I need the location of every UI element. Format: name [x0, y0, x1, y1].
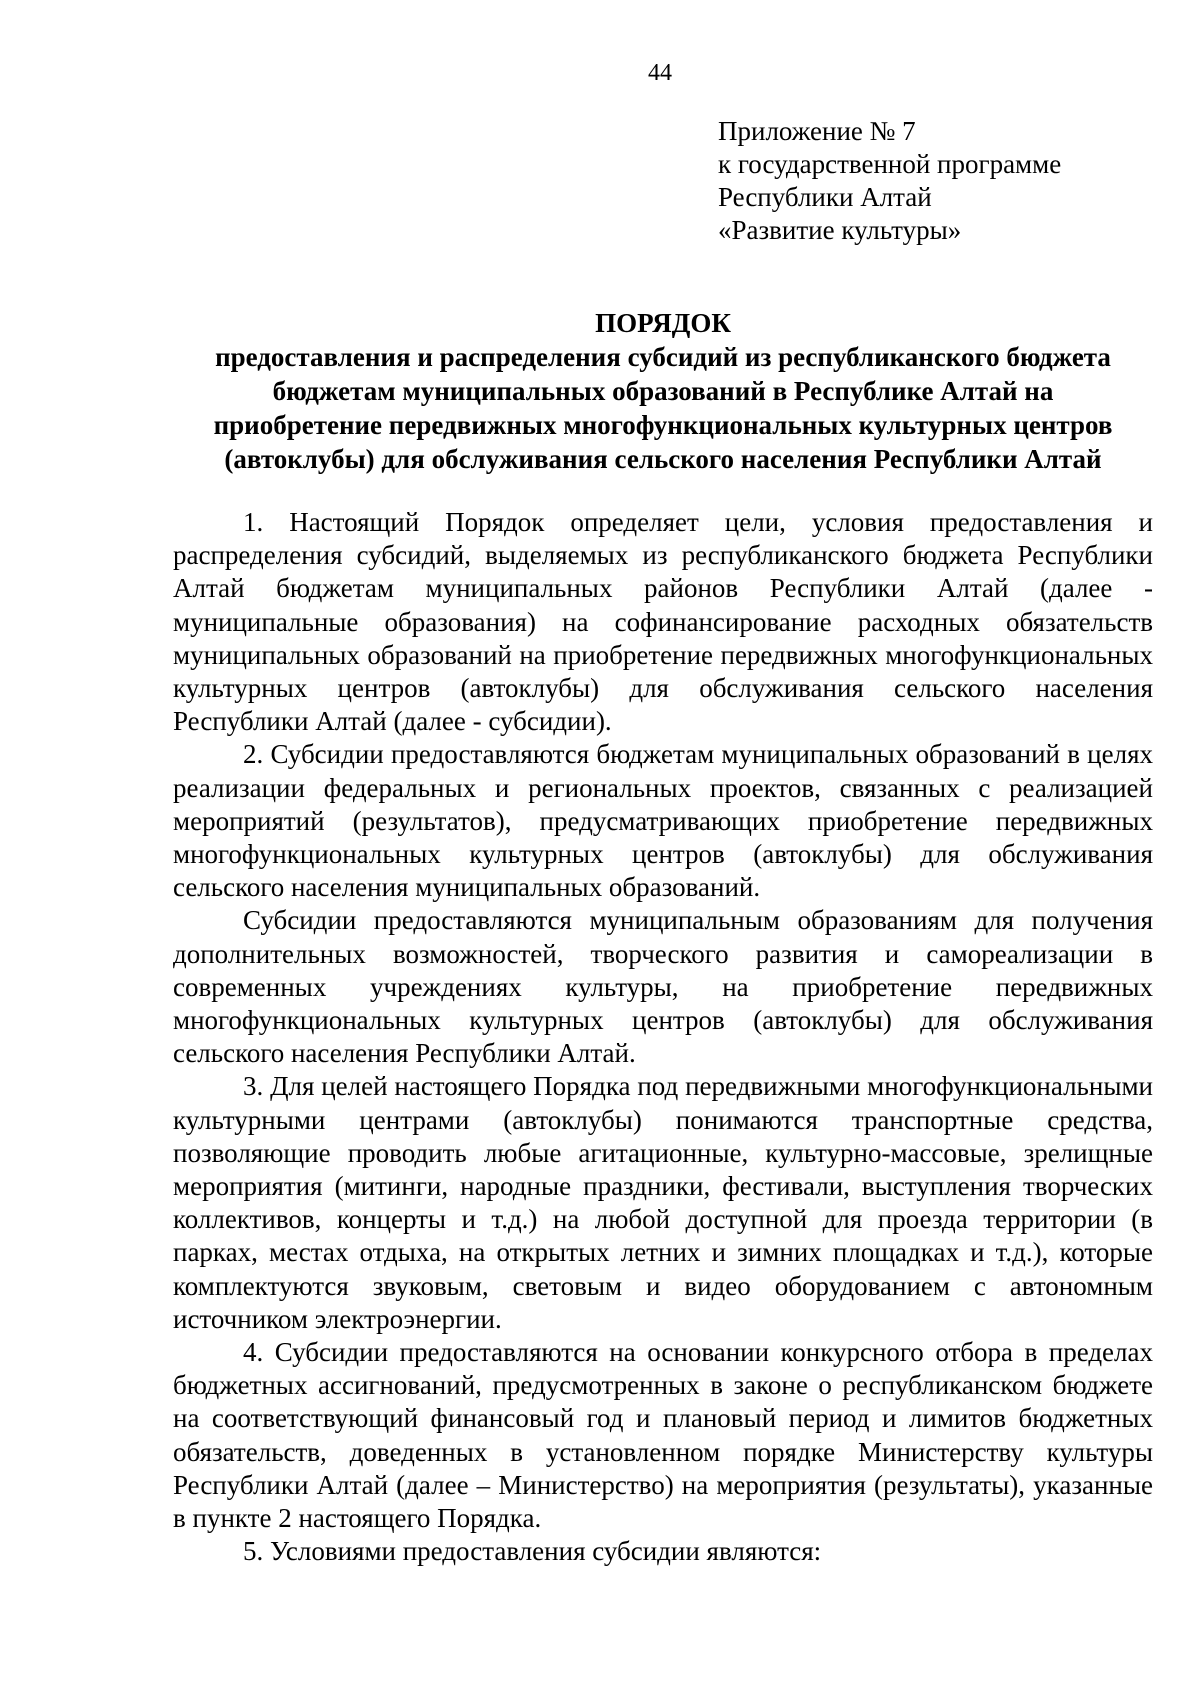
title-line: предоставления и распределения субсидий из республиканского бюджета [215, 342, 1111, 372]
appendix-line: Республики Алтай [718, 182, 932, 212]
paragraph: 5. Условиями предоставления субсидии являются: [243, 1536, 822, 1567]
title-heading: ПОРЯДОК [595, 308, 731, 338]
appendix-line: Приложение № 7 [718, 116, 916, 146]
title-line: бюджетам муниципальных образований в Республике Алтай на [272, 376, 1054, 406]
appendix-header [718, 115, 1061, 247]
document-title [173, 306, 1153, 476]
paragraph: 3. Для целей настоящего Порядка под передвижными многофункциональными культурными центрами (автоклубы) понимаются транспортные средства, позволяющие проводить любые агитационные, культурно-массовые, зрелищные мероприятия (митинги, народные праздники, фестивали, выступления творческих коллективов, концерты и т.д.) на любой доступной для проезда территории (в парках, местах отдыха, на открытых летних и зимних площадках и т.д.), которые комплектуются звуковым, световым и видео оборудованием с автономным источником электроэнергии. [173, 1071, 1153, 1334]
appendix-line: «Развитие культуры» [718, 215, 962, 245]
document-body [173, 506, 1153, 1569]
page-number: 44 [648, 60, 672, 86]
paragraph: Субсидии предоставляются муниципальным образованиям для получения дополнительных возможностей, творческого развития и самореализации в современных учреждениях культуры, на приобретение передвижных многофункциональных культурных центров (автоклубы) для обслуживания сельского населения Республики Алтай. [173, 905, 1153, 1069]
title-line: приобретение передвижных многофункциональных культурных центров [213, 410, 1113, 440]
appendix-line: к государственной программе [718, 149, 1062, 179]
paragraph: 2. Субсидии предоставляются бюджетам муниципальных образований в целях реализации федеральных и региональных проектов, связанных с реализацией мероприятий (результатов), предусматривающих приобретение передвижных многофункциональных культурных центров (автоклубы) для обслуживания сельского населения муниципальных образований. [173, 739, 1153, 903]
paragraph: 4. Субсидии предоставляются на основании конкурсного отбора в пределах бюджетных ассигнований, предусмотренных в законе о республиканском бюджете на соответствующий финансовый год и плановый период и лимитов бюджетных обязательств, доведенных в установленном порядке Министерству культуры Республики Алтай (далее – Министерство) на мероприятия (результаты), указанные в пункте 2 настоящего Порядка. [173, 1337, 1153, 1534]
paragraph: 1. Настоящий Порядок определяет цели, условия предоставления и распределения субсидий, выделяемых из республиканского бюджета Республики Алтай бюджетам муниципальных районов Республики Алтай (далее - муниципальные образования) на софинансирование расходных обязательств муниципальных образований на приобретение передвижных многофункциональных культурных центров (автоклубы) для обслуживания сельского населения Республики Алтай (далее - субсидии). [173, 507, 1153, 737]
title-line: (автоклубы) для обслуживания сельского населения Республики Алтай [224, 444, 1102, 474]
